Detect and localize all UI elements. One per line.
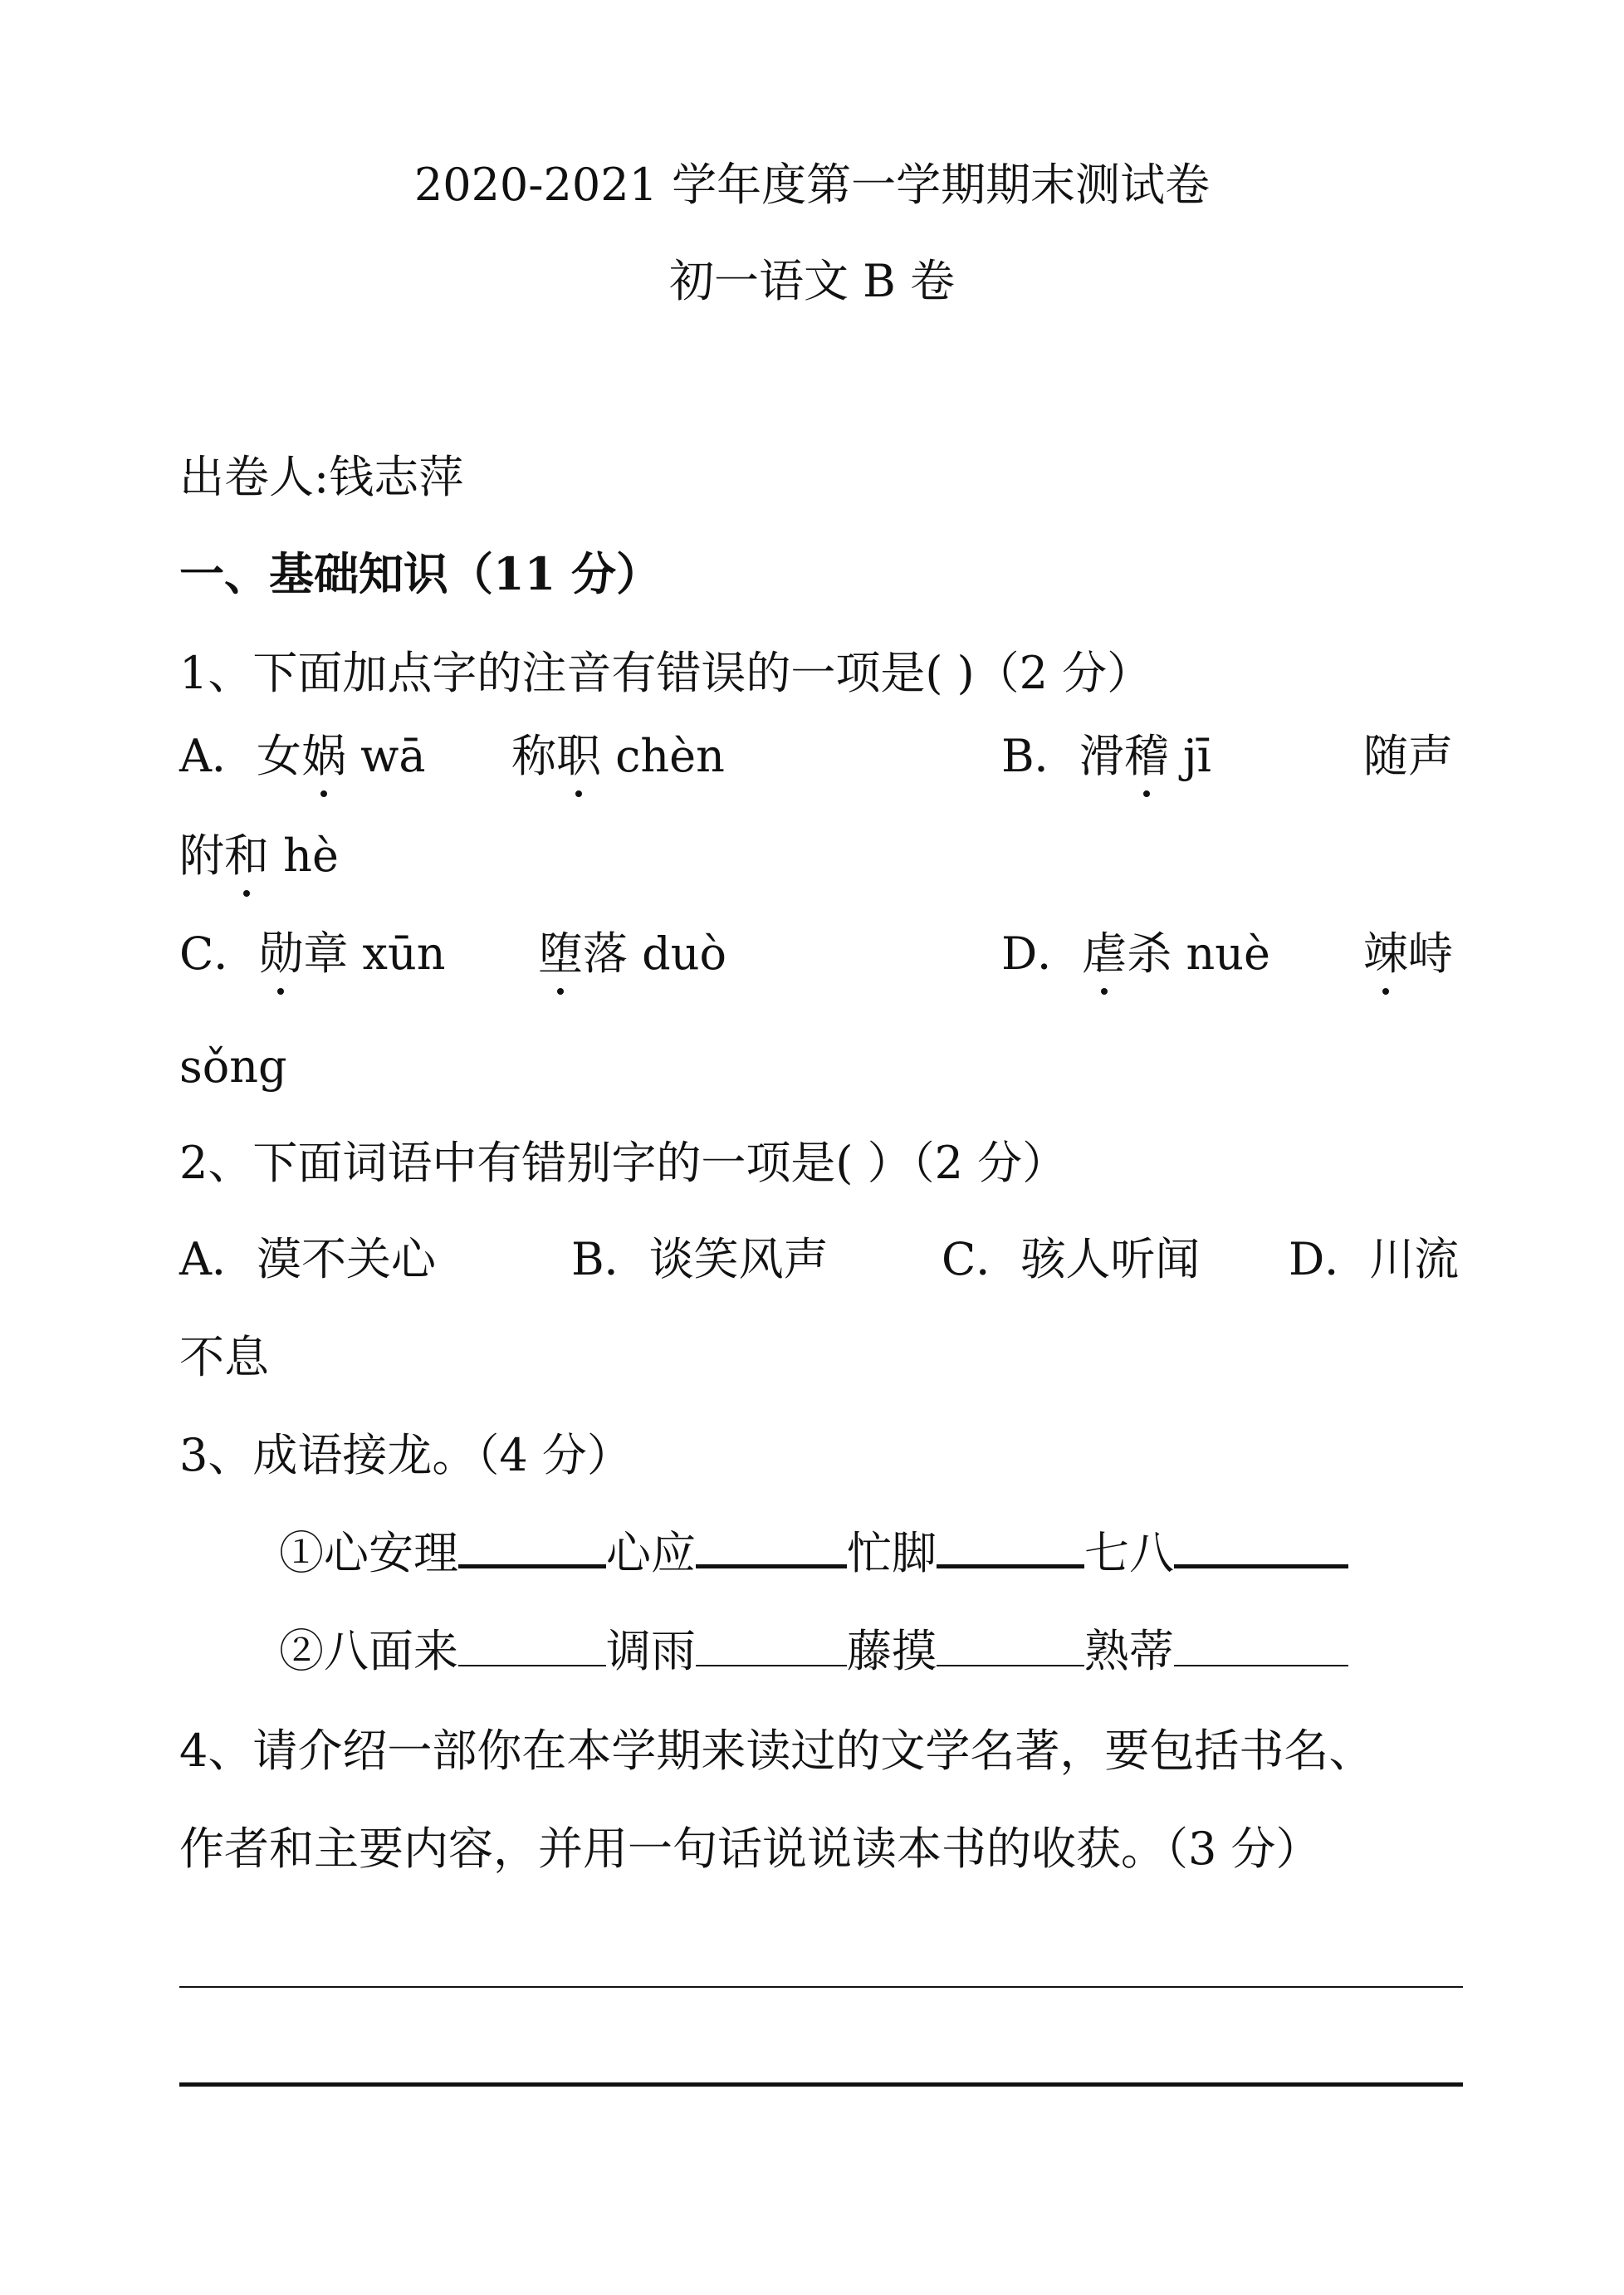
question-4-stem-line-1: 4、请介绍一部你在本学期来读过的文学名著，要包括书名、 bbox=[179, 1725, 1374, 1777]
section-heading: 一、基础知识（11 分） bbox=[179, 547, 661, 600]
answer-line[interactable] bbox=[179, 2082, 1463, 2087]
pinyin: hè bbox=[269, 829, 339, 882]
answer-line[interactable] bbox=[179, 1986, 1463, 1988]
question-2-option-a: A．漠不关心 bbox=[179, 1233, 436, 1285]
exam-subtitle: 初一语文 B 卷 bbox=[668, 255, 955, 307]
idiom-fragment: 七八 bbox=[1084, 1527, 1174, 1579]
pinyin: chèn bbox=[601, 730, 725, 782]
exam-title: 2020-2021 学年度第一学期期末测试卷 bbox=[413, 159, 1211, 211]
idiom-answer-blank[interactable] bbox=[937, 1632, 1084, 1666]
option-label: B． bbox=[1001, 730, 1079, 782]
question-2-stem: 2、下面词语中有错别字的一项是( ）（2 分） bbox=[179, 1137, 1068, 1189]
idiom-answer-blank[interactable] bbox=[458, 1531, 606, 1568]
idiom-answer-blank[interactable] bbox=[696, 1531, 847, 1568]
idiom-answer-blank[interactable] bbox=[1174, 1632, 1348, 1666]
question-2-option-c: C．骇人听闻 bbox=[942, 1233, 1201, 1285]
idiom-fragment: 熟蒂 bbox=[1084, 1625, 1174, 1677]
question-1-option-a-second bbox=[511, 730, 725, 782]
question-2-option-d-continued: 不息 bbox=[179, 1331, 269, 1383]
question-2-option-b: B．谈笑风声 bbox=[571, 1233, 829, 1285]
exam-author: 出卷人:钱志萍 bbox=[179, 451, 464, 503]
option-label: C． bbox=[179, 927, 259, 980]
question-1-option-c-second bbox=[538, 927, 727, 980]
question-1-stem: 1、下面加点字的注音有错误的一项是( )（2 分） bbox=[179, 647, 1152, 699]
option-text: 落 duò bbox=[583, 927, 727, 980]
idiom-answer-blank[interactable] bbox=[1174, 1531, 1348, 1568]
dotted-char: 勋 bbox=[258, 927, 304, 980]
question-1-option-a bbox=[179, 730, 426, 782]
idiom-answer-blank[interactable] bbox=[458, 1632, 606, 1666]
idiom-chain-row-1 bbox=[279, 1527, 1348, 1579]
idiom-fragment: 藤摸 bbox=[847, 1625, 937, 1677]
option-text: 女 bbox=[257, 730, 301, 782]
question-4-stem-line-2: 作者和主要内容，并用一句话说说读本书的收获。（3 分） bbox=[179, 1823, 1321, 1875]
question-1-option-d bbox=[1001, 927, 1270, 980]
question-1-option-b bbox=[1001, 730, 1211, 782]
question-1-option-d-continued: sǒng bbox=[179, 1040, 287, 1093]
option-text: 峙 bbox=[1408, 927, 1453, 980]
idiom-fragment: ②八面来 bbox=[279, 1625, 458, 1677]
option-text: 附 bbox=[179, 829, 224, 882]
question-1-option-d-second bbox=[1363, 927, 1453, 980]
dotted-char: 虐 bbox=[1082, 927, 1128, 980]
option-text: 杀 nuè bbox=[1127, 927, 1270, 980]
dotted-char: 堕 bbox=[538, 927, 583, 980]
idiom-answer-blank[interactable] bbox=[696, 1632, 847, 1666]
idiom-chain-row-2 bbox=[279, 1625, 1348, 1677]
option-text: 称 bbox=[511, 730, 556, 782]
idiom-fragment: 调雨 bbox=[606, 1625, 696, 1677]
idiom-fragment: 心应 bbox=[606, 1527, 696, 1579]
question-1-option-c bbox=[179, 927, 446, 980]
idiom-fragment: ①心安理 bbox=[279, 1527, 458, 1579]
pinyin: jī bbox=[1168, 730, 1211, 782]
dotted-char: 和 bbox=[224, 829, 269, 882]
idiom-answer-blank[interactable] bbox=[937, 1531, 1084, 1568]
question-1-option-b-second: 随声 bbox=[1363, 730, 1453, 782]
dotted-char: 娲 bbox=[301, 730, 346, 782]
question-2-option-d: D．川流 bbox=[1289, 1233, 1460, 1285]
option-label: A． bbox=[179, 730, 257, 782]
dotted-char: 职 bbox=[556, 730, 601, 782]
idiom-fragment: 忙脚 bbox=[847, 1527, 937, 1579]
question-3-stem: 3、成语接龙。（4 分） bbox=[179, 1429, 632, 1481]
question-1-option-b-continued bbox=[179, 829, 339, 882]
pinyin: wā bbox=[346, 730, 426, 782]
option-text: 章 xūn bbox=[303, 927, 446, 980]
dotted-char: 竦 bbox=[1363, 927, 1408, 980]
dotted-char: 稽 bbox=[1123, 730, 1169, 782]
option-text: 滑 bbox=[1079, 730, 1124, 782]
option-label: D． bbox=[1001, 927, 1083, 980]
